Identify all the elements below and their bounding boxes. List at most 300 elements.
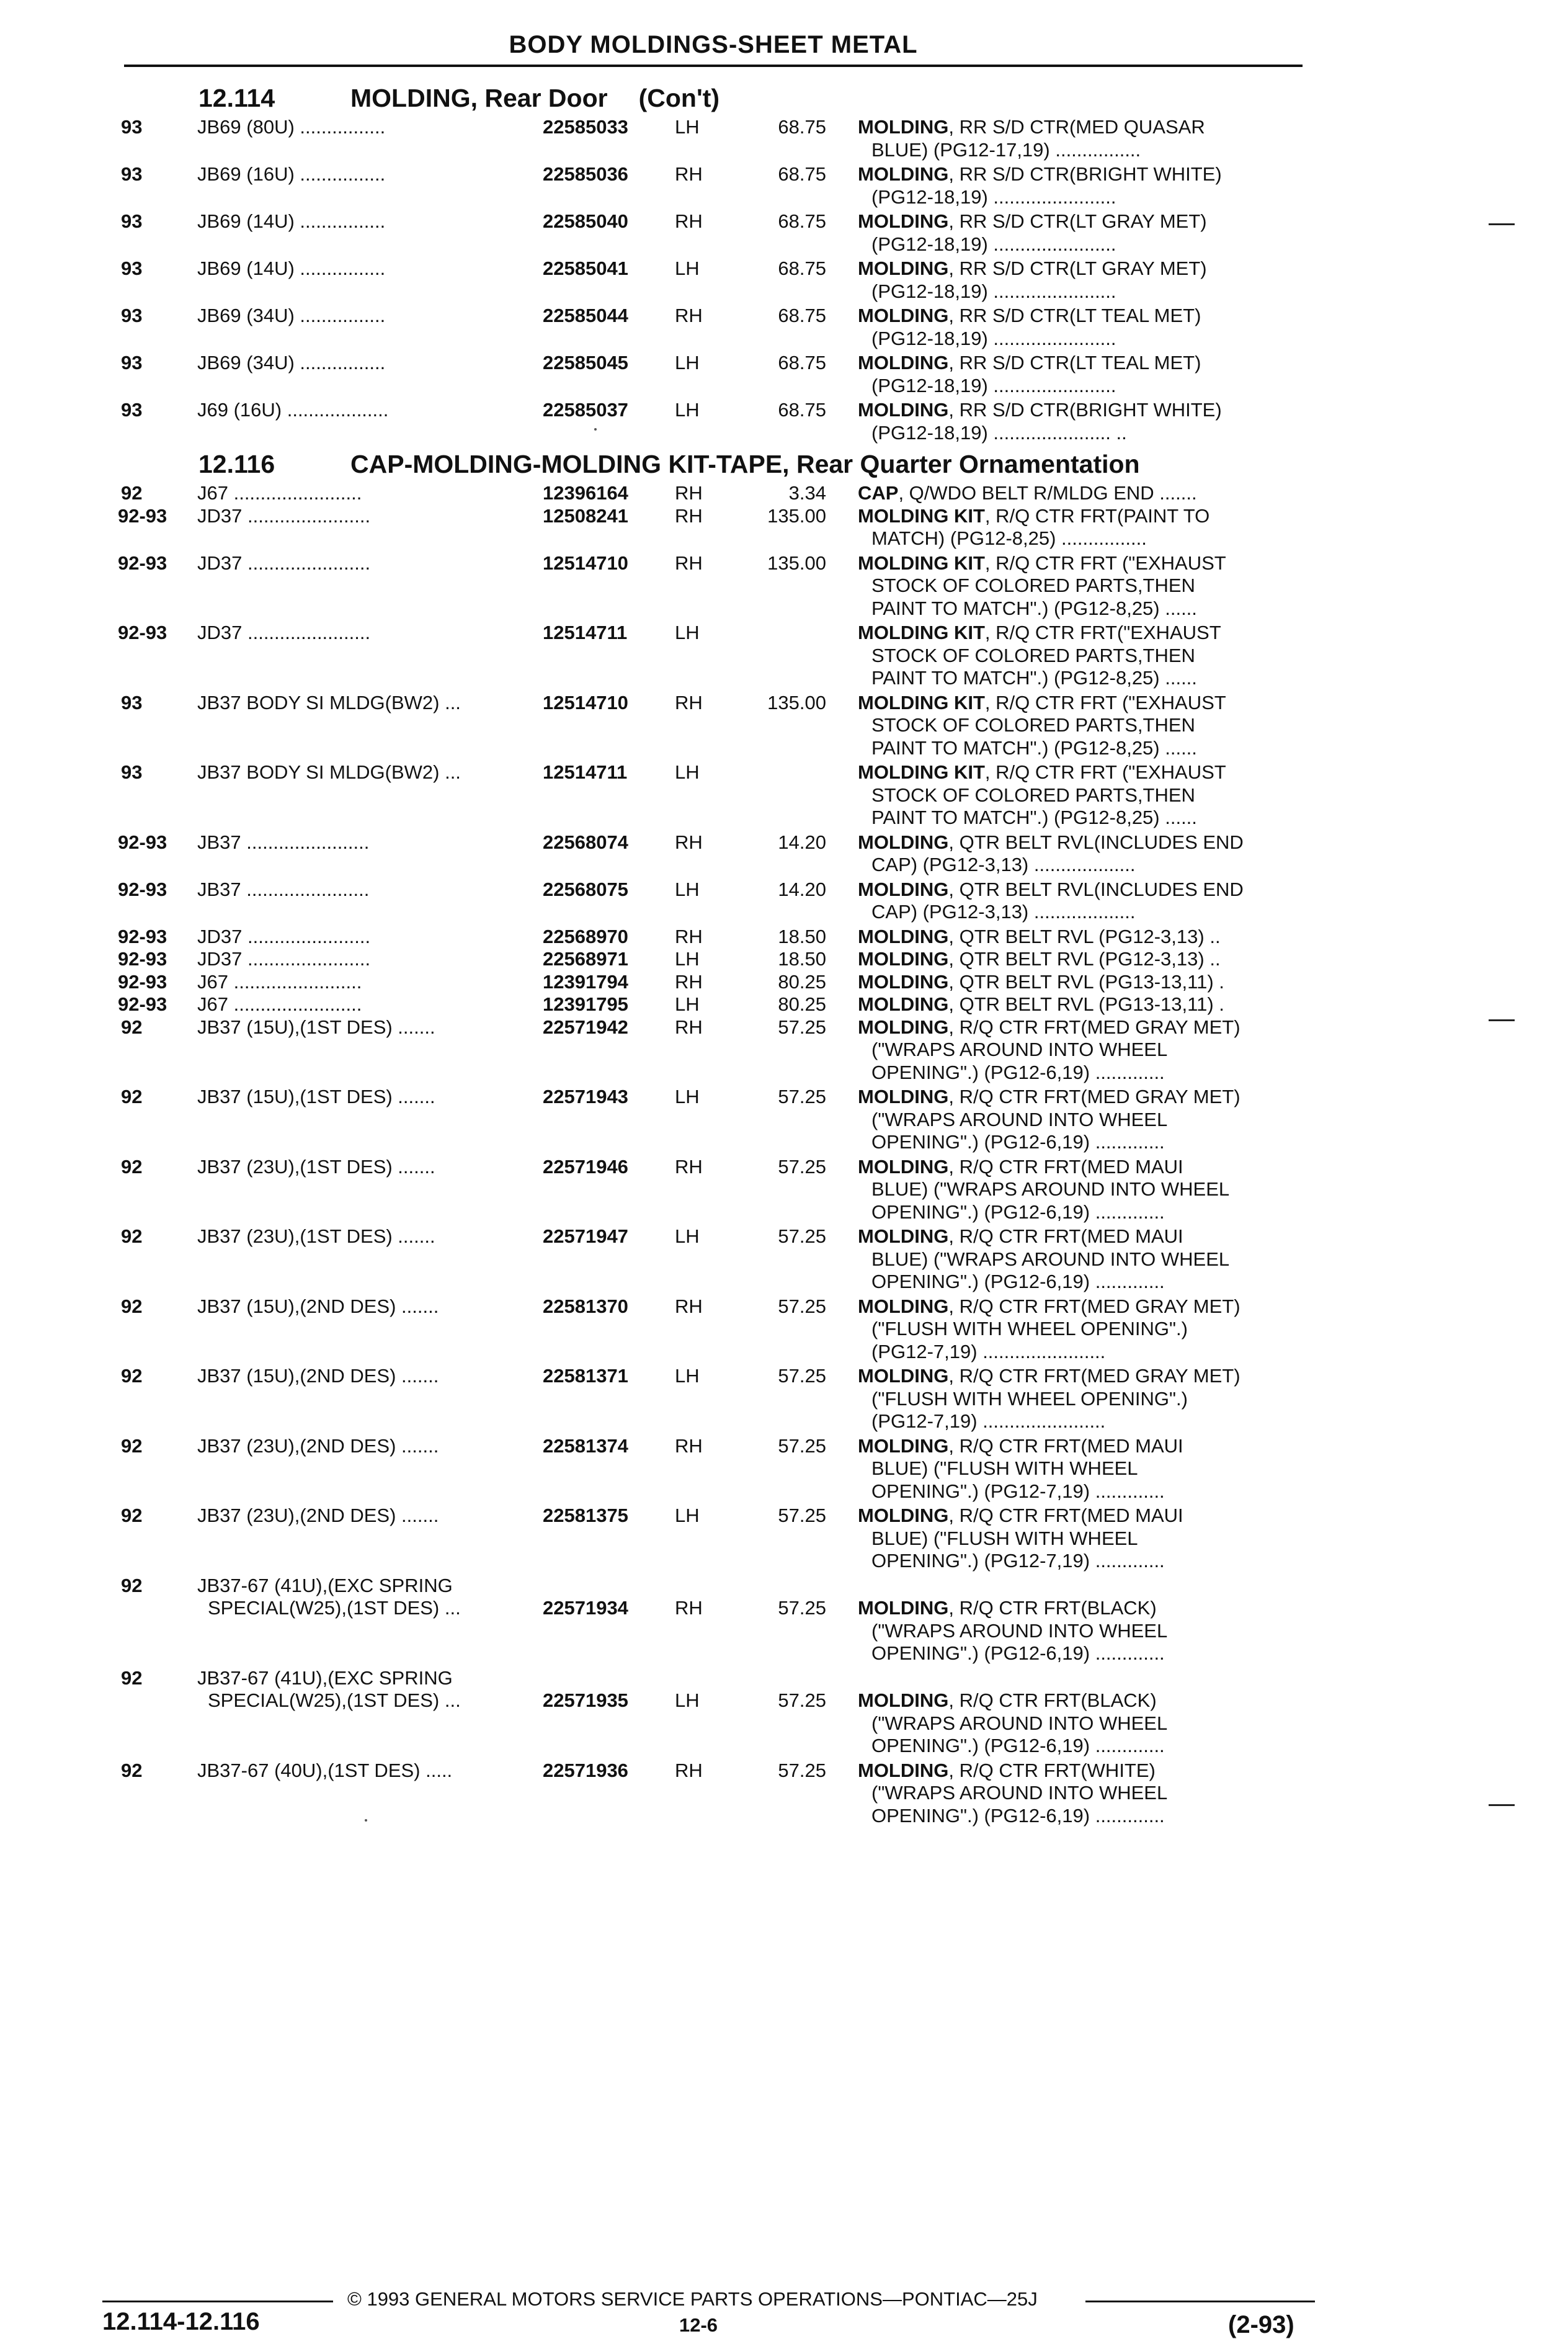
- unit-price: 3.34: [788, 482, 826, 504]
- part-number: 22571942: [543, 1016, 628, 1038]
- side-code: LH: [675, 1505, 700, 1526]
- model-description: JB69 (34U) ................: [197, 305, 386, 326]
- part-type: MOLDING: [858, 925, 949, 947]
- reference-number: 92-93: [118, 970, 167, 993]
- part-description: [858, 622, 1221, 645]
- reference-number: 92: [121, 1574, 143, 1596]
- model-description: JB37-67 (40U),(1ST DES) .....: [197, 1759, 453, 1781]
- part-description: [858, 948, 1221, 971]
- model-description: JD37 .......................: [197, 622, 371, 643]
- side-code: LH: [675, 761, 700, 783]
- parts-row: [0, 210, 1568, 256]
- reference-number: 92-93: [118, 993, 167, 1015]
- part-number: 12391794: [543, 970, 628, 993]
- footer-rule-left: [102, 2301, 333, 2302]
- part-description: [858, 505, 1209, 528]
- parts-row: [0, 993, 1568, 1016]
- model-description: JB37-67 (41U),(EXC SPRING: [197, 1574, 453, 1596]
- part-description: OPENING".) (PG12-6,19) .............: [871, 1642, 1165, 1664]
- unit-price: 68.75: [778, 399, 826, 421]
- part-description: CAP) (PG12-3,13) ...................: [871, 901, 1136, 923]
- parts-row: [0, 879, 1568, 924]
- part-type: MOLDING: [858, 1016, 949, 1038]
- section-title: MOLDING, Rear Door: [350, 84, 608, 112]
- side-code: RH: [675, 504, 703, 527]
- part-description: [858, 692, 1226, 715]
- model-description: JD37 .......................: [197, 948, 371, 970]
- model-description: J67 ........................: [197, 993, 362, 1015]
- parts-row: [0, 552, 1568, 620]
- part-description: OPENING".) (PG12-7,19) .............: [871, 1550, 1165, 1572]
- reference-number: 92: [121, 1225, 143, 1247]
- side-code: RH: [675, 552, 703, 574]
- parts-row: [0, 1575, 1568, 1665]
- part-detail: , R/Q CTR FRT(MED GRAY MET): [948, 1086, 1241, 1107]
- part-description: PAINT TO MATCH".) (PG12-8,25) ......: [871, 807, 1197, 828]
- model-description: JB37 (23U),(1ST DES) .......: [197, 1155, 435, 1178]
- part-detail: , RR S/D CTR(MED QUASAR: [948, 116, 1205, 138]
- part-type: MOLDING: [858, 1597, 949, 1619]
- part-detail: , R/Q CTR FRT(MED GRAY MET): [948, 1016, 1241, 1038]
- part-description: [858, 399, 1222, 422]
- side-code: LH: [675, 399, 700, 421]
- reference-number: 93: [121, 257, 143, 279]
- part-detail: , R/Q CTR FRT(MED MAUI: [948, 1155, 1183, 1178]
- part-description: BLUE) ("FLUSH WITH WHEEL: [871, 1527, 1138, 1549]
- part-detail: , QTR BELT RVL (PG13-13,11) .: [948, 993, 1224, 1015]
- model-description: SPECIAL(W25),(1ST DES) ...: [208, 1689, 461, 1711]
- part-description: [858, 761, 1226, 784]
- side-code: RH: [675, 210, 703, 232]
- part-number: 22568074: [543, 831, 628, 853]
- reference-number: 92: [121, 1434, 143, 1457]
- part-description: [858, 305, 1201, 328]
- part-type: MOLDING: [858, 1434, 949, 1457]
- part-number: 22581371: [543, 1365, 628, 1387]
- part-detail: , RR S/D CTR(BRIGHT WHITE): [948, 399, 1222, 421]
- model-description: J67 ........................: [197, 970, 362, 993]
- header-rule: [124, 65, 1303, 67]
- part-description: [858, 482, 1197, 505]
- side-code: LH: [675, 352, 700, 373]
- unit-price: 57.25: [778, 1505, 826, 1526]
- part-detail: , QTR BELT RVL (PG13-13,11) .: [948, 970, 1224, 993]
- part-description: ("WRAPS AROUND INTO WHEEL: [871, 1782, 1168, 1804]
- unit-price: 14.20: [778, 878, 826, 900]
- part-detail: , QTR BELT RVL (PG12-3,13) ..: [948, 925, 1221, 947]
- part-number: 22585037: [543, 399, 628, 421]
- parts-row: [0, 1365, 1568, 1433]
- unit-price: 57.25: [778, 1365, 826, 1387]
- part-detail: , RR S/D CTR(BRIGHT WHITE): [948, 163, 1222, 185]
- unit-price: 18.50: [778, 925, 826, 947]
- part-detail: , R/Q CTR FRT ("EXHAUST: [984, 761, 1226, 783]
- unit-price: 57.25: [778, 1086, 826, 1107]
- part-type: MOLDING: [858, 1689, 949, 1711]
- part-type: MOLDING: [858, 1225, 949, 1247]
- part-detail: , QTR BELT RVL (PG12-3,13) ..: [948, 948, 1221, 970]
- part-description: STOCK OF COLORED PARTS,THEN: [871, 644, 1195, 666]
- part-number: 12514710: [543, 552, 628, 574]
- part-detail: , R/Q CTR FRT(BLACK): [948, 1689, 1157, 1711]
- model-description: JB37 .......................: [197, 878, 370, 900]
- part-description: STOCK OF COLORED PARTS,THEN: [871, 714, 1195, 736]
- parts-row: [0, 1295, 1568, 1364]
- part-type: MOLDING: [858, 1759, 949, 1781]
- part-description: [858, 1225, 1183, 1248]
- part-type: MOLDING: [858, 257, 949, 279]
- reference-number: 93: [121, 761, 143, 783]
- parts-row: [0, 482, 1568, 505]
- part-description: PAINT TO MATCH".) (PG12-8,25) ......: [871, 667, 1197, 689]
- part-number: 22581374: [543, 1434, 628, 1457]
- part-description: STOCK OF COLORED PARTS,THEN: [871, 575, 1195, 596]
- model-description: JB69 (14U) ................: [197, 257, 386, 279]
- part-number: 12514710: [543, 691, 628, 713]
- unit-price: 57.25: [778, 1759, 826, 1781]
- footer-page-number: 12-6: [679, 2314, 718, 2336]
- part-type: MOLDING KIT: [858, 552, 985, 574]
- side-code: LH: [675, 1689, 700, 1711]
- part-detail: , R/Q CTR FRT(MED MAUI: [948, 1505, 1183, 1526]
- model-description: JB69 (14U) ................: [197, 210, 386, 232]
- model-description: JB69 (16U) ................: [197, 163, 386, 185]
- part-number: 22571946: [543, 1155, 628, 1178]
- part-description: [858, 552, 1226, 575]
- part-detail: , RR S/D CTR(LT TEAL MET): [948, 305, 1201, 326]
- part-description: OPENING".) (PG12-6,19) .............: [871, 1061, 1165, 1083]
- section-continued: (Con't): [638, 84, 720, 112]
- reference-number: 92-93: [118, 622, 167, 643]
- unit-price: 68.75: [778, 352, 826, 373]
- reference-number: 92: [121, 1016, 143, 1038]
- reference-number: 92: [121, 1086, 143, 1107]
- part-number: 12396164: [543, 482, 628, 504]
- unit-price: 57.25: [778, 1155, 826, 1178]
- part-number: 22571943: [543, 1086, 628, 1107]
- side-code: LH: [675, 116, 700, 138]
- part-detail: , R/Q CTR FRT(MED GRAY MET): [948, 1365, 1241, 1387]
- part-detail: , RR S/D CTR(LT TEAL MET): [948, 352, 1201, 373]
- reference-number: 93: [121, 210, 143, 232]
- model-description: JB69 (80U) ................: [197, 116, 386, 138]
- part-number: 22571935: [543, 1689, 628, 1711]
- part-detail: , R/Q CTR FRT ("EXHAUST: [984, 691, 1226, 713]
- side-code: LH: [675, 993, 700, 1015]
- parts-row: [0, 399, 1568, 444]
- part-detail: , R/Q CTR FRT(MED MAUI: [948, 1434, 1183, 1457]
- unit-price: 80.25: [778, 970, 826, 993]
- side-code: RH: [675, 1155, 703, 1178]
- part-number: 22571947: [543, 1225, 628, 1247]
- part-description: [858, 1156, 1183, 1179]
- parts-row: [0, 761, 1568, 830]
- parts-row: [0, 116, 1568, 161]
- part-description: (PG12-7,19) .......................: [871, 1410, 1106, 1432]
- reference-number: 92: [121, 482, 143, 504]
- model-description: J69 (16U) ...................: [197, 399, 389, 421]
- model-description: JB37 (23U),(2ND DES) .......: [197, 1434, 439, 1457]
- part-type: MOLDING: [858, 993, 949, 1015]
- model-description: JB37 (15U),(1ST DES) .......: [197, 1016, 435, 1038]
- unit-price: 57.25: [778, 1597, 826, 1619]
- side-code: RH: [675, 831, 703, 853]
- part-description: [858, 210, 1207, 233]
- reference-number: 93: [121, 305, 143, 326]
- part-description: CAP) (PG12-3,13) ...................: [871, 854, 1136, 875]
- part-type: MOLDING KIT: [858, 504, 985, 527]
- part-type: MOLDING: [858, 399, 949, 421]
- side-code: RH: [675, 163, 703, 185]
- unit-price: 135.00: [767, 691, 826, 713]
- parts-row: [0, 257, 1568, 303]
- part-description: [858, 879, 1244, 901]
- reference-number: 92-93: [118, 925, 167, 947]
- part-detail: , Q/WDO BELT R/MLDG END .......: [898, 482, 1197, 504]
- parts-row: [0, 948, 1568, 971]
- parts-row: [0, 1667, 1568, 1758]
- part-type: MOLDING: [858, 1086, 949, 1107]
- reference-number: 93: [121, 116, 143, 138]
- part-number: 22585044: [543, 305, 628, 326]
- unit-price: 57.25: [778, 1434, 826, 1457]
- part-description: ("WRAPS AROUND INTO WHEEL: [871, 1619, 1168, 1642]
- parts-row: [0, 622, 1568, 690]
- footer-section-range: 12.114-12.116: [102, 2308, 260, 2335]
- part-description: OPENING".) (PG12-6,19) .............: [871, 1201, 1165, 1223]
- part-detail: , R/Q CTR FRT(WHITE): [948, 1759, 1156, 1781]
- parts-row: [0, 1435, 1568, 1503]
- margin-mark: [1489, 223, 1515, 225]
- part-type: MOLDING KIT: [858, 622, 985, 643]
- part-number: 12514711: [543, 761, 628, 783]
- unit-price: 57.25: [778, 1689, 826, 1711]
- unit-price: 68.75: [778, 257, 826, 279]
- parts-row: [0, 1016, 1568, 1085]
- side-code: RH: [675, 1597, 703, 1619]
- part-description: (PG12-7,19) .......................: [871, 1340, 1106, 1362]
- model-description: JB37 (15U),(2ND DES) .......: [197, 1295, 439, 1317]
- side-code: RH: [675, 1434, 703, 1457]
- part-number: 22568075: [543, 878, 628, 900]
- side-code: RH: [675, 1759, 703, 1781]
- reference-number: 92: [121, 1295, 143, 1317]
- part-number: 22581375: [543, 1505, 628, 1526]
- part-description: [858, 1760, 1156, 1782]
- parts-row: [0, 305, 1568, 350]
- parts-row: [0, 163, 1568, 208]
- part-number: 12514711: [543, 622, 628, 643]
- part-description: [858, 971, 1224, 994]
- part-number: 22581370: [543, 1295, 628, 1317]
- section-number: 12.114: [198, 84, 275, 112]
- part-number: 12391795: [543, 993, 628, 1015]
- unit-price: 18.50: [778, 948, 826, 970]
- part-detail: , R/Q CTR FRT("EXHAUST: [984, 622, 1221, 643]
- part-description: [858, 1689, 1157, 1712]
- page-header: BODY MOLDINGS-SHEET METAL: [509, 31, 918, 58]
- part-description: [858, 1597, 1157, 1620]
- side-code: RH: [675, 482, 703, 504]
- part-description: [858, 1435, 1183, 1458]
- reference-number: 92-93: [118, 878, 167, 900]
- speck: [365, 1819, 367, 1822]
- part-type: MOLDING: [858, 878, 949, 900]
- side-code: LH: [675, 257, 700, 279]
- reference-number: 92: [121, 1759, 143, 1781]
- part-description: (PG12-18,19) .......................: [871, 280, 1116, 302]
- part-detail: , R/Q CTR FRT(MED MAUI: [948, 1225, 1183, 1247]
- reference-number: 92: [121, 1505, 143, 1526]
- side-code: RH: [675, 305, 703, 326]
- part-type: MOLDING: [858, 1505, 949, 1526]
- part-type: MOLDING: [858, 1365, 949, 1387]
- part-description: [858, 1505, 1183, 1527]
- model-description: SPECIAL(W25),(1ST DES) ...: [208, 1597, 461, 1619]
- reference-number: 93: [121, 399, 143, 421]
- part-type: MOLDING: [858, 1295, 949, 1317]
- unit-price: 68.75: [778, 163, 826, 185]
- part-type: MOLDING: [858, 210, 949, 232]
- part-description: BLUE) ("FLUSH WITH WHEEL: [871, 1457, 1138, 1479]
- part-description: [858, 1295, 1241, 1318]
- reference-number: 93: [121, 163, 143, 185]
- reference-number: 92-93: [118, 831, 167, 853]
- part-type: MOLDING: [858, 948, 949, 970]
- unit-price: 57.25: [778, 1225, 826, 1247]
- side-code: RH: [675, 1295, 703, 1317]
- parts-row: [0, 971, 1568, 994]
- side-code: RH: [675, 970, 703, 993]
- side-code: LH: [675, 878, 700, 900]
- part-description: (PG12-18,19) .......................: [871, 374, 1116, 396]
- part-type: MOLDING KIT: [858, 691, 985, 713]
- part-description: OPENING".) (PG12-6,19) .............: [871, 1735, 1165, 1756]
- part-number: 22585036: [543, 163, 628, 185]
- part-detail: , QTR BELT RVL(INCLUDES END: [948, 878, 1244, 900]
- part-type: MOLDING: [858, 352, 949, 373]
- model-description: JB37 (15U),(1ST DES) .......: [197, 1086, 435, 1107]
- side-code: LH: [675, 1225, 700, 1247]
- section-heading: [198, 84, 719, 113]
- section-number: 12.116: [198, 450, 275, 478]
- part-type: MOLDING KIT: [858, 761, 985, 783]
- part-description: ("WRAPS AROUND INTO WHEEL: [871, 1039, 1168, 1060]
- part-description: ("WRAPS AROUND INTO WHEEL: [871, 1108, 1168, 1130]
- part-description: [858, 993, 1224, 1016]
- part-type: MOLDING: [858, 163, 949, 185]
- part-detail: , R/Q CTR FRT(PAINT TO: [984, 504, 1210, 527]
- part-type: MOLDING: [858, 305, 949, 326]
- part-detail: , R/Q CTR FRT(MED GRAY MET): [948, 1295, 1241, 1317]
- part-detail: , R/Q CTR FRT ("EXHAUST: [984, 552, 1226, 574]
- part-number: 22585033: [543, 116, 628, 138]
- part-description: ("WRAPS AROUND INTO WHEEL: [871, 1712, 1168, 1734]
- unit-price: 68.75: [778, 116, 826, 138]
- margin-mark: [1489, 1019, 1515, 1021]
- model-description: JB37 (23U),(2ND DES) .......: [197, 1505, 439, 1526]
- footer-rule-right: [1085, 2301, 1315, 2302]
- part-type: MOLDING: [858, 1155, 949, 1178]
- model-description: JB37 (15U),(2ND DES) .......: [197, 1365, 439, 1387]
- reference-number: 92-93: [118, 504, 167, 527]
- unit-price: 68.75: [778, 210, 826, 232]
- reference-number: 92: [121, 1365, 143, 1387]
- part-description: (PG12-18,19) .......................: [871, 233, 1116, 255]
- part-description: PAINT TO MATCH".) (PG12-8,25) ......: [871, 597, 1197, 619]
- parts-row: [0, 505, 1568, 550]
- parts-row: [0, 926, 1568, 949]
- unit-price: 135.00: [767, 552, 826, 574]
- part-number: 22585041: [543, 257, 628, 279]
- part-description: (PG12-18,19) .......................: [871, 327, 1116, 349]
- model-description: JB37 .......................: [197, 831, 370, 853]
- model-description: JB69 (34U) ................: [197, 352, 386, 373]
- model-description: JB37 (23U),(1ST DES) .......: [197, 1225, 435, 1247]
- parts-row: [0, 831, 1568, 877]
- parts-row: [0, 1505, 1568, 1573]
- part-description: (PG12-18,19) .......................: [871, 186, 1116, 208]
- part-type: CAP: [858, 482, 899, 504]
- model-description: J67 ........................: [197, 482, 362, 504]
- footer-revision: (2-93): [1228, 2311, 1294, 2338]
- part-description: BLUE) (PG12-17,19) ................: [871, 138, 1141, 161]
- reference-number: 93: [121, 352, 143, 373]
- reference-number: 93: [121, 691, 143, 713]
- part-detail: , R/Q CTR FRT(BLACK): [948, 1597, 1157, 1619]
- part-type: MOLDING: [858, 116, 949, 138]
- part-detail: , RR S/D CTR(LT GRAY MET): [948, 210, 1207, 232]
- unit-price: 57.25: [778, 1295, 826, 1317]
- side-code: RH: [675, 691, 703, 713]
- model-description: JB37 BODY SI MLDG(BW2) ...: [197, 761, 461, 783]
- part-number: 22585040: [543, 210, 628, 232]
- parts-row: [0, 352, 1568, 397]
- parts-row: [0, 1760, 1568, 1828]
- model-description: JD37 .......................: [197, 504, 371, 527]
- unit-price: 135.00: [767, 504, 826, 527]
- unit-price: 80.25: [778, 993, 826, 1015]
- part-number: 22568970: [543, 925, 628, 947]
- part-description: ("FLUSH WITH WHEEL OPENING".): [871, 1387, 1188, 1410]
- part-description: OPENING".) (PG12-6,19) .............: [871, 1271, 1165, 1292]
- unit-price: 68.75: [778, 305, 826, 326]
- unit-price: 14.20: [778, 831, 826, 853]
- part-number: 22571936: [543, 1759, 628, 1781]
- reference-number: 92-93: [118, 948, 167, 970]
- side-code: RH: [675, 1016, 703, 1038]
- parts-row: [0, 1086, 1568, 1154]
- part-description: [858, 1016, 1241, 1039]
- part-detail: , QTR BELT RVL(INCLUDES END: [948, 831, 1244, 853]
- side-code: LH: [675, 948, 700, 970]
- parts-row: [0, 692, 1568, 760]
- unit-price: 57.25: [778, 1016, 826, 1038]
- part-description: ("FLUSH WITH WHEEL OPENING".): [871, 1318, 1188, 1339]
- model-description: JB37-67 (41U),(EXC SPRING: [197, 1666, 453, 1689]
- model-description: JD37 .......................: [197, 552, 371, 574]
- part-description: (PG12-18,19) ...................... ..: [871, 421, 1127, 444]
- part-type: MOLDING: [858, 970, 949, 993]
- part-description: [858, 163, 1222, 186]
- part-description: STOCK OF COLORED PARTS,THEN: [871, 784, 1195, 806]
- parts-row: [0, 1156, 1568, 1224]
- side-code: RH: [675, 925, 703, 947]
- part-description: PAINT TO MATCH".) (PG12-8,25) ......: [871, 736, 1197, 759]
- part-description: [858, 926, 1221, 949]
- margin-mark: [1489, 1804, 1515, 1806]
- part-description: OPENING".) (PG12-6,19) .............: [871, 1804, 1165, 1827]
